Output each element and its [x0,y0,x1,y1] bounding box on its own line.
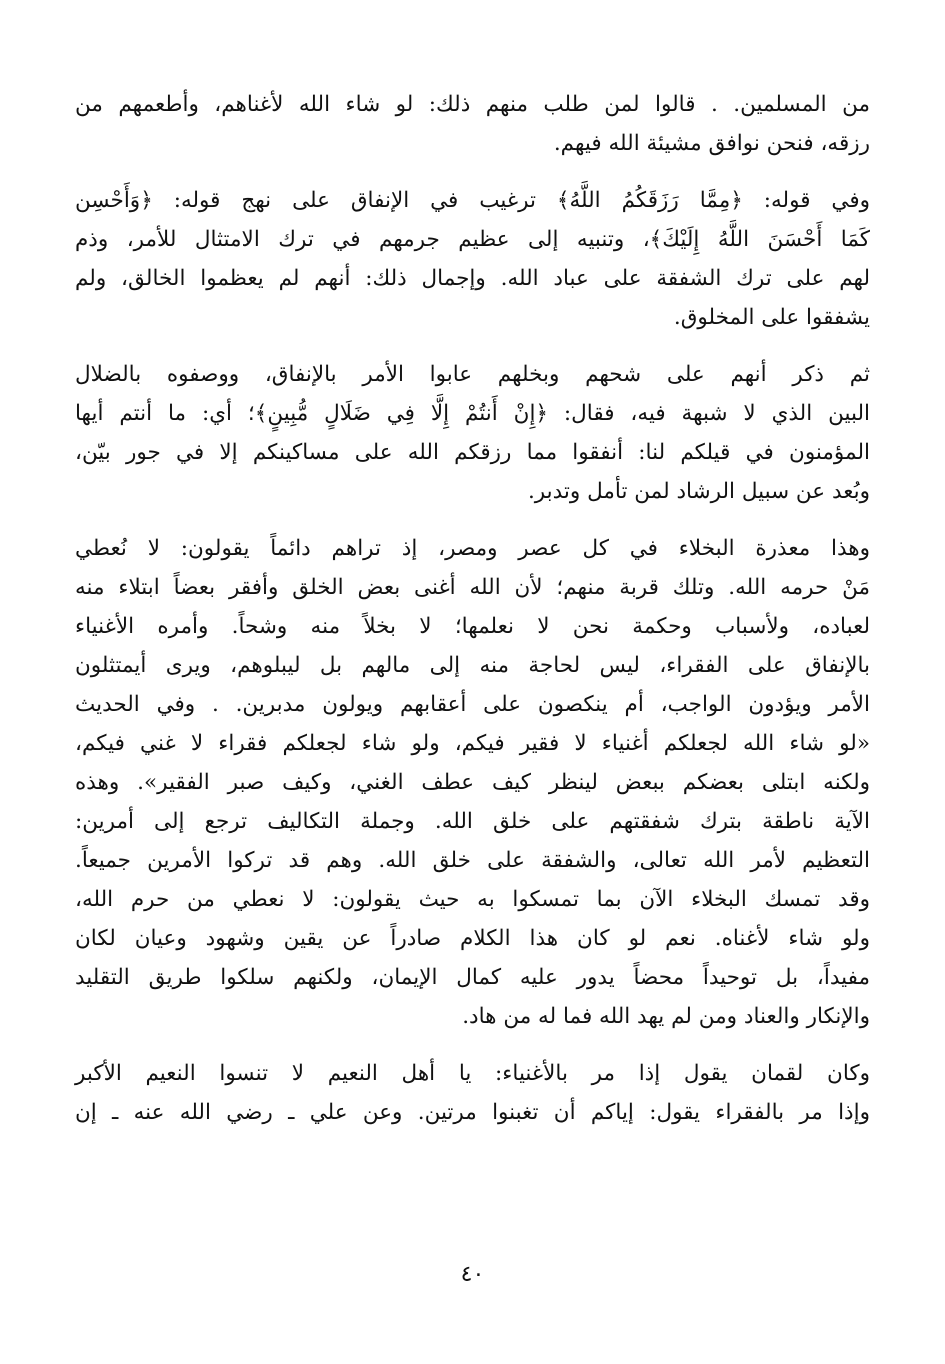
text-line: مفيداً، بل توحيداً محضاً يدور عليه كمال الإيمان، ولكنهم سلكوا طريق التقليد [75,965,870,990]
text-line: والإنكار والعناد ومن لم يهد الله فما له من هاد. [462,1004,870,1029]
text-line: وقد تمسك البخلاء الآن بما تمسكوا به حيث يقولون: لا نعطي من حرم الله، [75,887,870,912]
text-line: كَمَا أَحْسَنَ اللَّهُ إِلَيْكَ﴾، وتنبيه إلى عظيم جرمهم في ترك الامتثال للأمر، وذم [75,227,870,252]
page-number: ٤٠ [460,1262,485,1287]
text-line: وإذا مر بالفقراء يقول: إياكم أن تغبنوا مرتين. وعن علي ـ رضي الله عنه ـ إن [75,1100,870,1125]
text-line: المؤمنون في قيلكم لنا: أنفقوا مما رزقكم الله على مساكينكم إلا في جور بيّن، [75,440,870,465]
text-line: بالإنفاق على الفقراء، ليس لحاجة منه إلى مالهم بل ليبلوهم، ويرى أيمتثلون [75,653,870,678]
text-line: وبُعد عن سبيل الرشاد لمن تأمل وتدبر. [527,479,870,504]
text-line: ولكنه ابتلى بعضكم ببعض لينظر كيف عطف الغني، وكيف صبر الفقير». وهذه [75,770,870,795]
paragraph-3 [75,355,870,511]
text-line: وكان لقمان يقول إذا مر بالأغنياء: يا أهل النعيم لا تنسوا النعيم الأكبر [75,1061,870,1086]
text-line: يشفقوا على المخلوق. [673,305,870,330]
paragraph-5 [75,1054,870,1132]
text-line: ثم ذكر أنهم على شحهم وبخلهم عابوا الأمر بالإنفاق، ووصفوه بالضلال [75,362,870,387]
text-line: البين الذي لا شبهة فيه، فقال: ﴿إِنْ أَنتُمْ إِلَّا فِي ضَلَالٍ مُّبِينٍ﴾؛ أي: ما أنتم أيها [75,401,870,426]
page-body [75,85,870,1150]
text-line: من المسلمين. . قالوا لمن طلب منهم ذلك: لو شاء الله لأغناهم، وأطعمهم من [75,92,870,117]
text-line: التعظيم لأمر الله تعالى، والشفقة على خلق الله. وهم قد تركوا الأمرين جميعاً. [75,848,870,873]
text-line: مَنْ حرمه الله. وتلك قربة منهم؛ لأن الله أغنى بعض الخلق وأفقر بعضاً ابتلاء منه [75,575,870,600]
paragraph-2 [75,181,870,337]
text-line: الآية ناطقة بترك شفقتهم على خلق الله. وجملة التكاليف ترجع إلى أمرين: [75,809,870,834]
text-line: رزقه، فنحن نوافق مشيئة الله فيهم. [553,131,870,156]
text-line: لعباده، ولأسباب وحكمة نحن لا نعلمها؛ لا بخلاً منه وشحاً. وأمره الأغنياء [75,614,870,639]
text-line: ولو شاء لأغناه. نعم لو كان هذا الكلام صادراً عن يقين وشهود وعيان لكان [75,926,870,951]
paragraph-1 [75,85,870,163]
text-line: «لو شاء الله لجعلكم أغنياء لا فقير فيكم، ولو شاء لجعلكم فقراء لا غني فيكم، [75,731,870,756]
text-line: وهذا معذرة البخلاء في كل عصر ومصر، إذ تراهم دائماً يقولون: لا نُعطي [75,536,870,561]
text-line: وفي قوله: ﴿مِمَّا رَزَقَكُمُ اللَّهُ﴾ ترغيب في الإنفاق على نهج قوله: ﴿وَأَحْسِن [75,188,870,213]
paragraph-4 [75,529,870,1036]
text-line: الأمر ويؤدون الواجب، أم ينكصون على أعقابهم ويولون مدبرين. . وفي الحديث [75,692,870,717]
text-line: لهم على ترك الشفقة على عباد الله. وإجمال ذلك: أنهم لم يعظموا الخالق، ولم [75,266,870,291]
